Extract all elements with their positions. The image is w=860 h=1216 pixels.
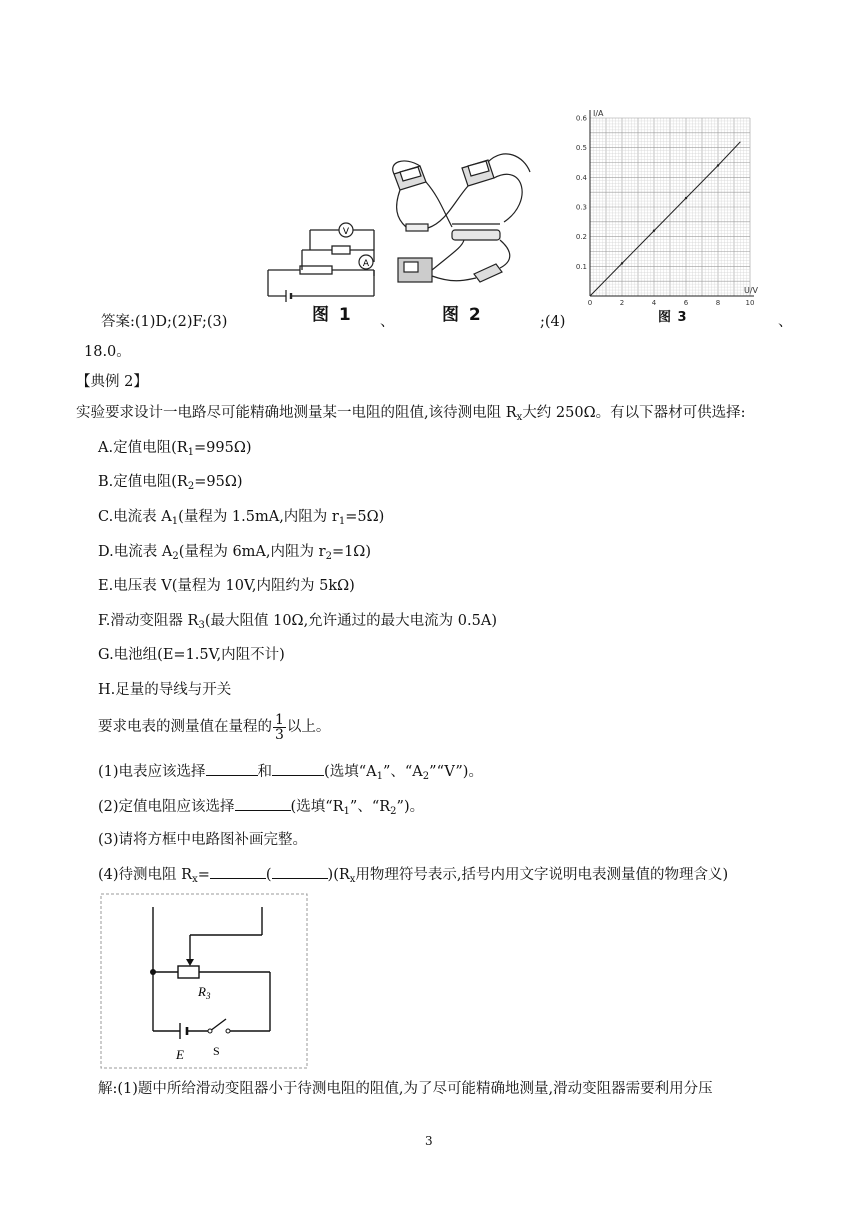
x-tick-label: 8: [715, 299, 721, 307]
answer-tail: 18.0。: [84, 344, 131, 360]
q1-blank-2[interactable]: [272, 761, 324, 776]
fraction-one-third: $\frac{1}{3}$: [275, 711, 284, 743]
option-d: D.电流表 $A_2$(量程为 6mA,内阻为 $r_2=1\Omega$): [98, 544, 371, 562]
data-point: [717, 164, 719, 166]
x-axis-label: U/V: [744, 286, 759, 295]
figure-3-caption: 图 3: [658, 310, 688, 325]
x-tick-label: 6: [683, 299, 689, 307]
y-tick-label: 0.2: [575, 233, 587, 242]
figure-1-caption: 图 1: [312, 305, 353, 325]
y-tick-label: 0.4: [575, 173, 587, 182]
question-4: (4)待测电阻 $R_x=$ ( )($R_x$用物理符号表示,括号内用文字说明电表测量值的物理含义): [98, 864, 728, 890]
y-tick-label: 0.6: [575, 114, 587, 123]
x-tick-label: 10: [745, 299, 755, 307]
example-intro: 实验要求设计一电路尽可能精确地测量某一电阻的阻值,该待测电阻 $R_x$大约 250Ω。有以下器材可供选择:: [76, 405, 746, 423]
x-tick-label: 4: [651, 299, 657, 307]
requirement-line: 要求电表的测量值在量程的 $\frac{1}{3}$ 以上。: [98, 711, 331, 743]
svg-text:A: A: [362, 259, 370, 269]
answer-sep-1: 、: [380, 314, 395, 330]
page-number: 3: [425, 1134, 433, 1148]
y-tick-label: 0.3: [575, 203, 587, 212]
option-h: H.足量的导线与开关: [98, 682, 232, 698]
circuit-diagram-box[interactable]: [100, 893, 308, 1069]
data-point: [653, 230, 655, 232]
option-a: A.定值电阻$(R_1=995\Omega)$: [98, 440, 252, 458]
option-f: F.滑动变阻器 $R_3$(最大阻值 10Ω,允许通过的最大电流为 0.5A): [98, 613, 497, 631]
figure-2-apparatus: [384, 152, 534, 302]
r3-label: $R_3$: [198, 984, 211, 1001]
q4-blank-2[interactable]: [272, 864, 328, 879]
y-axis-label: I/A: [593, 109, 604, 118]
solution-text: 解:(1)题中所给滑动变阻器小于待测电阻的阻值,为了尽可能精确地测量,滑动变阻器需要利用分压: [98, 1081, 713, 1097]
option-b: B.定值电阻$(R_2=95\Omega)$: [98, 474, 243, 492]
chart-axes: [590, 110, 754, 296]
figure-2-caption: 图 2: [442, 305, 483, 325]
question-3: (3)请将方框中电路图补画完整。: [98, 832, 308, 848]
answer-prefix: 答案:(1)D;(2)F;(3): [101, 314, 228, 330]
data-point: [621, 262, 623, 264]
option-e: E.电压表 V(量程为 10V,内阻约为 5kΩ): [98, 578, 355, 594]
y-tick-label: 0.1: [575, 262, 587, 271]
option-g: G.电池组(E=1.5V,内阻不计): [98, 647, 285, 663]
x-tick-label: 2: [619, 299, 625, 307]
svg-text:V: V: [342, 227, 350, 237]
option-c: C.电流表 $A_1$(量程为 1.5mA,内阻为 $r_1=5\Omega$): [98, 509, 385, 527]
answer-line: [101, 312, 227, 332]
y-tick-label: 0.5: [575, 144, 587, 153]
chart-grid: [590, 118, 750, 296]
data-point: [685, 197, 687, 199]
answer-sep-3: 、: [778, 314, 793, 330]
q4-blank-1[interactable]: [210, 864, 266, 879]
figure-3-iu-graph: [560, 108, 760, 308]
answer-sep-2: ;(4): [540, 314, 566, 330]
s-label: S: [213, 1044, 220, 1058]
q1-blank-1[interactable]: [206, 761, 258, 776]
example-heading: 【典例 2】: [76, 374, 148, 390]
question-2: (2)定值电阻应该选择 (选填“$R_1$”、“$R_2$”)。: [98, 796, 424, 822]
e-label: E: [176, 1047, 184, 1062]
q2-blank[interactable]: [235, 796, 291, 811]
question-1: (1)电表应该选择 和 (选填“$A_1$”、“$A_2”“V$”)。: [98, 761, 483, 787]
x-tick-label: 0: [587, 299, 593, 307]
